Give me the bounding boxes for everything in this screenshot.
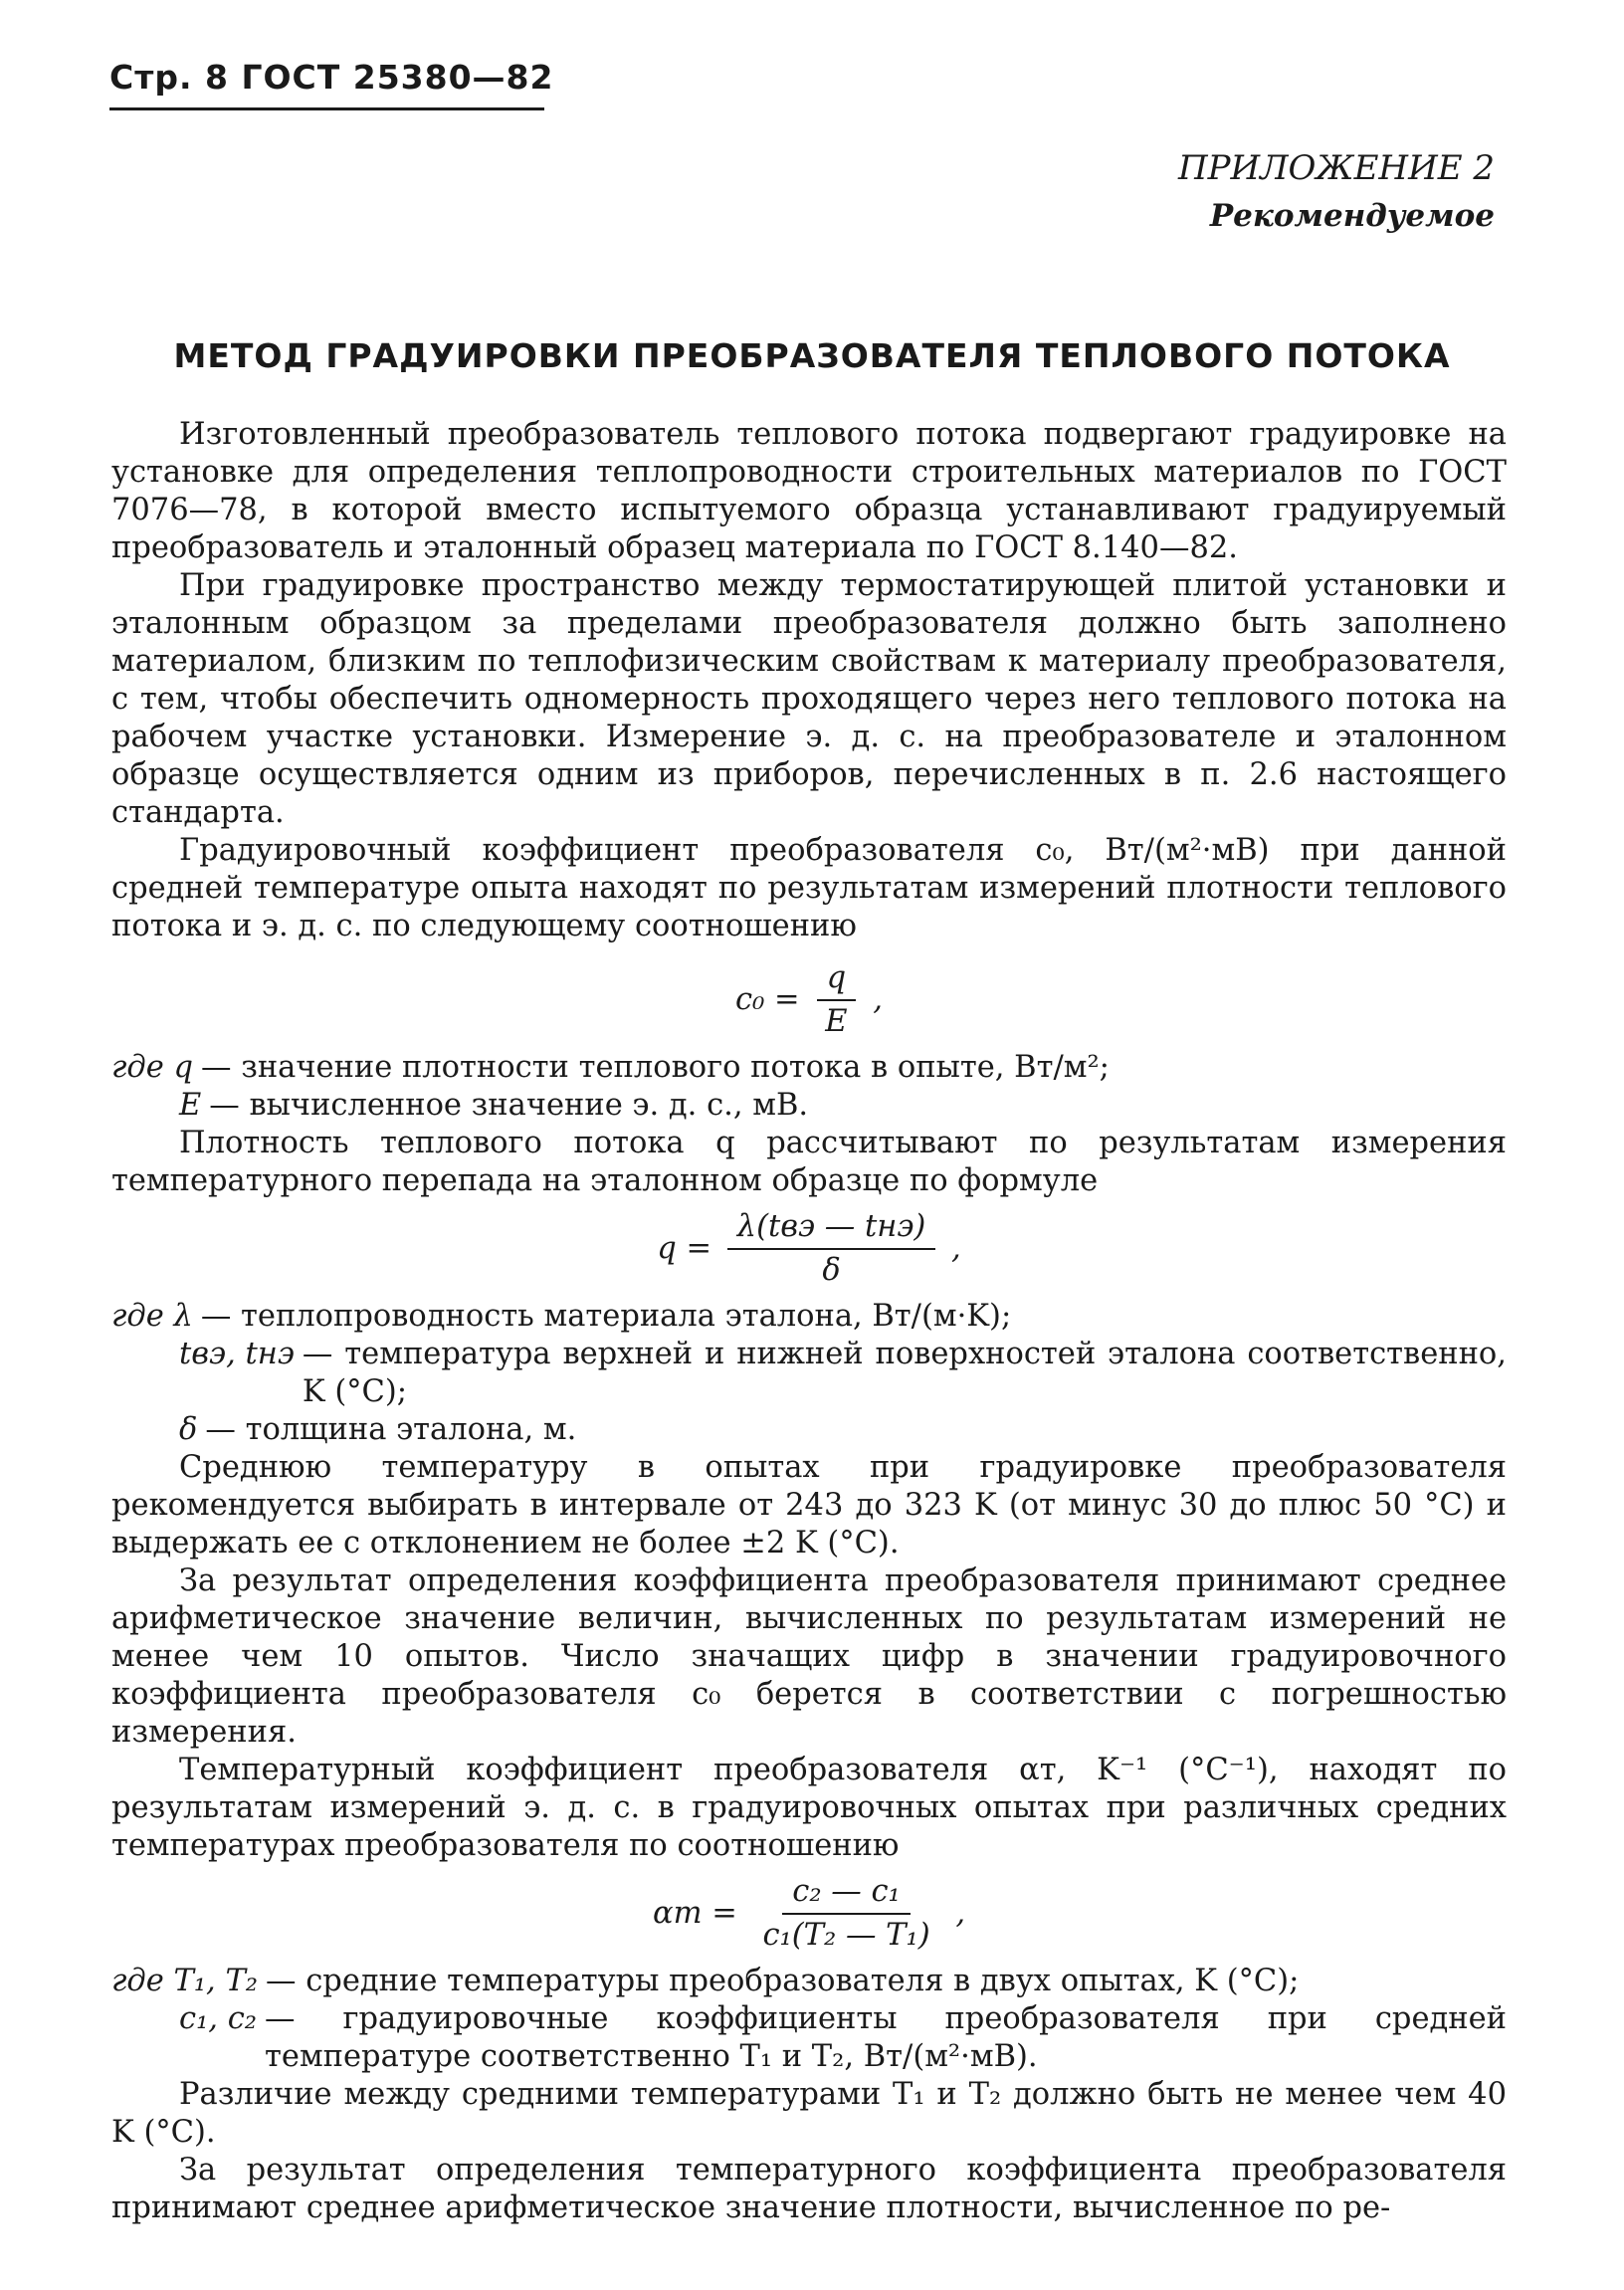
formula-q-fraction bbox=[727, 1208, 936, 1290]
appendix-label bbox=[1178, 144, 1495, 240]
paragraph-6: За результат определения коэффициента преобразователя принимают среднее арифметическое значение величин, вычисленных по результатам измерений не менее чем 10 опытов. Число значащих цифр в значении градуировочного коэффициента преобразователя c₀ берется в соответствии с погрешностью измерения. bbox=[111, 1563, 1507, 1750]
definition-t1-t2 bbox=[111, 1963, 1507, 2000]
definition-text: — средние температуры преобразователя в двух опытах, K (°С); bbox=[266, 1964, 1300, 1998]
definition-lambda bbox=[111, 1298, 1507, 1336]
formula-c0-lhs: c₀ = bbox=[735, 982, 800, 1017]
paragraph-1: Изготовленный преобразователь теплового потока подвергают градуировке на установке для определения теплопроводности строительных материалов по ГОСТ 7076—78, в которой вместо испытуемого образца устанавливают градуируемый преобразователь и эталонный образец материала по ГОСТ 8.140—82. bbox=[111, 417, 1507, 565]
definition-text: — значение плотности теплового потока в опыте, Вт/м²; bbox=[201, 1050, 1110, 1085]
formula-q-tail: , bbox=[951, 1231, 961, 1266]
definition-c1-c2 bbox=[179, 2000, 1507, 2076]
formula-alpha-lhs: αт = bbox=[652, 1896, 737, 1931]
formula-alpha bbox=[111, 1873, 1507, 1955]
formula-q-denominator: δ bbox=[822, 1253, 841, 1288]
definition-text: — температура верхней и нижней поверхностей эталона соответственно, K (°С); bbox=[302, 1337, 1507, 1409]
header-underline bbox=[109, 107, 544, 110]
page-header: Стр. 8 ГОСТ 25380—82 bbox=[109, 58, 554, 97]
appendix-title: ПРИЛОЖЕНИЕ 2 bbox=[1177, 148, 1495, 188]
paragraph-3: Градуировочный коэффициент преобразователя c₀, Вт/(м²·мВ) при данной средней температуре опыта находят по результатам измерений плотности теплового потока и э. д. с. по следующему соотношению bbox=[111, 833, 1507, 943]
appendix-subtitle: Рекомендуемое bbox=[1209, 198, 1495, 234]
formula-q-numerator: λ(tвэ — tнэ) bbox=[727, 1208, 936, 1250]
definition-q bbox=[111, 1049, 1507, 1087]
document-body bbox=[111, 416, 1507, 2227]
definition-symbol: tвэ, tнэ bbox=[179, 1337, 295, 1371]
definition-temperatures bbox=[179, 1336, 1507, 1411]
formula-c0 bbox=[111, 959, 1507, 1041]
definition-symbol: δ bbox=[179, 1412, 198, 1447]
definition-symbol: где q bbox=[111, 1050, 194, 1085]
paragraph-7: Температурный коэффициент преобразователя αт, K⁻¹ (°С⁻¹), находят по результатам измерений э. д. с. в градуировочных опытах при различных средних температурах преобразователя по соотношению bbox=[111, 1753, 1507, 1863]
paragraph-9: За результат определения температурного коэффициента преобразователя принимают среднее арифметическое значение плотности, вычисленное по ре- bbox=[111, 2153, 1507, 2225]
definition-symbol: c₁, c₂ bbox=[179, 2001, 258, 2036]
formula-alpha-fraction bbox=[752, 1873, 939, 1955]
definition-text: — толщина эталона, м. bbox=[205, 1412, 577, 1447]
paragraph-8: Различие между средними температурами T₁ и T₂ должно быть не менее чем 40 K (°С). bbox=[111, 2077, 1507, 2150]
paragraph-4: Плотность теплового потока q рассчитывают по результатам измерения температурного перепада на эталонном образце по формуле bbox=[111, 1126, 1507, 1198]
formula-q bbox=[111, 1208, 1507, 1290]
formula-c0-denominator: E bbox=[825, 1004, 848, 1039]
definition-text: — теплопроводность материала эталона, Вт/(м·K); bbox=[200, 1299, 1012, 1334]
formula-alpha-tail: , bbox=[955, 1896, 966, 1931]
formula-alpha-denominator: c₁(T₂ — T₁) bbox=[762, 1918, 930, 1953]
definition-symbol: E bbox=[179, 1088, 202, 1123]
section-title: МЕТОД ГРАДУИРОВКИ ПРЕОБРАЗОВАТЕЛЯ ТЕПЛОВОГО ПОТОКА bbox=[173, 336, 1451, 375]
definition-text: — градуировочные коэффициенты преобразователя при средней температуре соответственно T₁ и T₂, Вт/(м²·мВ). bbox=[265, 2001, 1507, 2074]
paragraph-5: Среднюю температуру в опытах при градуировке преобразователя рекомендуется выбирать в интервале от 243 до 323 K (от минус 30 до плюс 50 °С) и выдержать ее с отклонением не более ±2 K (°С). bbox=[111, 1450, 1507, 1561]
definition-text: — вычисленное значение э. д. с., мВ. bbox=[209, 1088, 809, 1123]
definition-symbol: где T₁, T₂ bbox=[111, 1964, 259, 1998]
definition-delta bbox=[179, 1411, 1507, 1449]
paragraph-2: При градуировке пространство между термостатирующей плитой установки и эталонным образцом за пределами преобразователя должно быть заполнено материалом, близким по теплофизическим свойствам к материалу преобразователя, с тем, чтобы обеспечить одномерность проходящего через него теплового потока на рабочем участке установки. Измерение э. д. с. на преобразователе и эталонном образце осуществляется одним из приборов, перечисленных в п. 2.6 настоящего стандарта. bbox=[111, 568, 1507, 830]
formula-alpha-numerator: c₂ — c₁ bbox=[782, 1873, 911, 1915]
definition-symbol: где λ bbox=[111, 1299, 193, 1334]
formula-c0-tail: , bbox=[873, 982, 883, 1017]
formula-q-lhs: q = bbox=[657, 1231, 712, 1266]
definition-e bbox=[179, 1087, 1507, 1125]
formula-c0-fraction bbox=[815, 959, 857, 1041]
formula-c0-numerator: q bbox=[817, 959, 857, 1001]
